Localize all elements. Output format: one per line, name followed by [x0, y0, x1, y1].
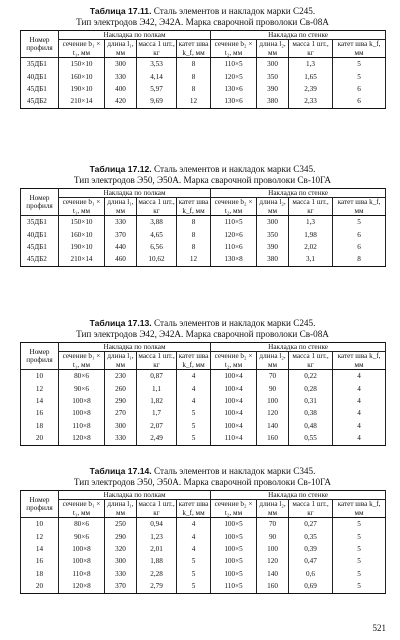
table-cell: 350 — [257, 229, 289, 241]
header-mass2: масса 1 шт., кг — [289, 352, 333, 370]
table-cell: 40ДБ1 — [21, 229, 59, 241]
table-cell: 0,94 — [137, 518, 177, 531]
table-row — [21, 229, 386, 241]
header-length2: длина l₂, мм — [257, 40, 289, 58]
table-title: Таблица 17.14. — [89, 466, 152, 476]
table-cell: 270 — [105, 407, 137, 419]
table-cell: 110×5 — [211, 216, 257, 229]
table-caption-line2: Тип электродов Э50, Э50А. Марка сварочной проволоки Св-10ГА — [73, 175, 332, 185]
table-cell: 120 — [257, 407, 289, 419]
table-cell: 100×8 — [59, 407, 105, 419]
header-section1: сечение b₁ × t₁, мм — [59, 40, 105, 58]
table-cell: 5 — [177, 568, 211, 580]
table-cell: 150×10 — [59, 216, 105, 229]
table-cell: 4 — [333, 370, 386, 383]
table-row — [21, 395, 386, 407]
table-cell: 6 — [333, 83, 386, 95]
table-cell: 120×5 — [211, 71, 257, 83]
table-cell: 90 — [257, 531, 289, 543]
table-cell: 3,1 — [289, 253, 333, 266]
header-length2: длина l₂, мм — [257, 352, 289, 370]
table-cell: 90×6 — [59, 531, 105, 543]
table-cell: 260 — [105, 383, 137, 395]
table-cell: 100×4 — [211, 420, 257, 432]
table-cell: 160×10 — [59, 71, 105, 83]
table-cell: 160 — [257, 580, 289, 593]
header-group-wall: Накладка по стенке — [211, 189, 386, 198]
table-cell: 190×10 — [59, 241, 105, 253]
table-cell: 5 — [333, 568, 386, 580]
table-cell: 0,47 — [289, 555, 333, 567]
table-cell: 4 — [177, 395, 211, 407]
header-mass2: масса 1 шт., кг — [289, 198, 333, 216]
table-cell: 12 — [21, 383, 59, 395]
table-cell: 5 — [177, 555, 211, 567]
header-group-wall: Накладка по стенке — [211, 31, 386, 40]
table-cell: 80×6 — [59, 370, 105, 383]
table-title: Таблица 17.11. — [89, 6, 152, 16]
header-group-wall: Накладка по стенке — [211, 491, 386, 500]
table-cell: 0,6 — [289, 568, 333, 580]
table-cell: 120×8 — [59, 432, 105, 445]
table-cell: 100×5 — [211, 568, 257, 580]
table-cell: 1,98 — [289, 229, 333, 241]
table-cell: 3,88 — [137, 216, 177, 229]
table-row — [21, 383, 386, 395]
table-row — [21, 216, 386, 229]
table-cell: 350 — [257, 71, 289, 83]
table-cell: 1,88 — [137, 555, 177, 567]
header-length1: длина l₁, мм — [105, 352, 137, 370]
table-caption-line2: Тип электродов Э42, Э42А. Марка сварочной проволоки Св-08А — [76, 17, 329, 27]
table-cell: 70 — [257, 370, 289, 383]
table-cell: 380 — [257, 253, 289, 266]
table-cell: 300 — [257, 58, 289, 71]
header-section1: сечение b₁ × t₁, мм — [59, 198, 105, 216]
table-cell: 45ДБ2 — [21, 95, 59, 108]
table-cell: 18 — [21, 568, 59, 580]
header-section2: сечение b₂ × t₂, мм — [211, 198, 257, 216]
table-cell: 110×8 — [59, 568, 105, 580]
table-cell: 20 — [21, 432, 59, 445]
table-caption-line1: Сталь элементов и накладок марки С345. — [154, 466, 316, 476]
header-group-shelf: Накладка по полкам — [59, 343, 211, 352]
table-cell: 230 — [105, 370, 137, 383]
table-cell: 330 — [105, 216, 137, 229]
table-block-17-14 — [20, 466, 385, 594]
table-row — [21, 432, 386, 445]
table-cell: 4 — [177, 518, 211, 531]
table-cell: 4 — [333, 383, 386, 395]
table-cell: 10 — [21, 518, 59, 531]
table-cell: 6 — [333, 95, 386, 108]
header-profile: Номер профиля — [21, 31, 59, 58]
table-cell: 100×4 — [211, 395, 257, 407]
table-caption — [20, 466, 385, 488]
header-section1: сечение b₁ × t₁, мм — [59, 500, 105, 518]
table-block-17-13 — [20, 318, 385, 446]
table-caption-line1: Сталь элементов и накладок марки С245. — [154, 318, 316, 328]
table-cell: 10 — [21, 370, 59, 383]
table-cell: 120×8 — [59, 580, 105, 593]
table-row — [21, 83, 386, 95]
header-mass2: масса 1 шт., кг — [289, 500, 333, 518]
table-cell: 12 — [21, 531, 59, 543]
table-cell: 100×5 — [211, 543, 257, 555]
table-cell: 110×6 — [211, 241, 257, 253]
table-row — [21, 71, 386, 83]
header-weld2: катет шва k_f, мм — [333, 198, 386, 216]
table-cell: 130×6 — [211, 83, 257, 95]
table-cell: 290 — [105, 531, 137, 543]
table-row — [21, 58, 386, 71]
table-title: Таблица 17.12. — [89, 164, 152, 174]
table-cell: 4 — [333, 420, 386, 432]
table-cell: 2,79 — [137, 580, 177, 593]
table-cell: 460 — [105, 253, 137, 266]
table-cell: 5 — [333, 531, 386, 543]
table-cell: 330 — [105, 432, 137, 445]
table-cell: 4 — [333, 407, 386, 419]
table-row — [21, 555, 386, 567]
table-cell: 210×14 — [59, 95, 105, 108]
table-cell: 5 — [333, 543, 386, 555]
table-cell: 5 — [333, 555, 386, 567]
table-cell: 120×6 — [211, 229, 257, 241]
table-cell: 100×4 — [211, 370, 257, 383]
table-cell: 1,1 — [137, 383, 177, 395]
header-mass2: масса 1 шт., кг — [289, 40, 333, 58]
table-cell: 0,38 — [289, 407, 333, 419]
table-caption-line2: Тип электродов Э50, Э50А. Марка сварочной проволоки Св-10ГА — [73, 477, 332, 487]
table-cell: 100 — [257, 395, 289, 407]
table-cell: 300 — [257, 216, 289, 229]
table-cell: 0,22 — [289, 370, 333, 383]
table-row — [21, 420, 386, 432]
header-group-shelf: Накладка по полкам — [59, 491, 211, 500]
table-cell: 2,49 — [137, 432, 177, 445]
table-cell: 370 — [105, 580, 137, 593]
header-weld2: катет шва k_f, мм — [333, 40, 386, 58]
table-cell: 110×4 — [211, 432, 257, 445]
table-cell: 160×10 — [59, 229, 105, 241]
table-cell: 5 — [333, 580, 386, 593]
table-cell: 140 — [257, 420, 289, 432]
data-table — [20, 30, 386, 109]
table-cell: 320 — [105, 543, 137, 555]
header-mass1: масса 1 шт., кг — [138, 198, 175, 215]
table-cell: 16 — [21, 407, 59, 419]
header-section1: сечение b₁ × t₁, мм — [59, 352, 105, 370]
table-cell: 4 — [177, 543, 211, 555]
table-cell: 40ДБ1 — [21, 71, 59, 83]
table-cell: 370 — [105, 229, 137, 241]
header-length1: длина l₁, мм — [105, 500, 137, 518]
header-profile: Номер профиля — [21, 189, 59, 216]
table-caption — [20, 318, 385, 340]
table-caption-line1: Сталь элементов и накладок марки С345. — [154, 164, 316, 174]
header-mass1: масса 1 шт., кг — [138, 352, 175, 369]
table-cell: 0,35 — [289, 531, 333, 543]
table-cell: 70 — [257, 518, 289, 531]
header-section2: сечение b₂ × t₂, мм — [211, 352, 257, 370]
table-cell: 400 — [105, 83, 137, 95]
table-cell: 2,28 — [137, 568, 177, 580]
table-cell: 6,56 — [137, 241, 177, 253]
table-cell: 35ДБ1 — [21, 58, 59, 71]
table-cell: 6 — [333, 229, 386, 241]
table-cell: 0,39 — [289, 543, 333, 555]
data-table — [20, 188, 386, 267]
header-length2: длина l₂, мм — [257, 198, 289, 216]
table-row — [21, 568, 386, 580]
table-cell: 5,97 — [137, 83, 177, 95]
table-cell: 4 — [177, 370, 211, 383]
table-cell: 2,39 — [289, 83, 333, 95]
table-cell: 4,14 — [137, 71, 177, 83]
page-number: 521 — [372, 623, 386, 633]
table-cell: 390 — [257, 83, 289, 95]
table-cell: 1,65 — [289, 71, 333, 83]
table-cell: 300 — [105, 555, 137, 567]
header-weld2: катет шва k_f, мм — [333, 500, 386, 518]
table-cell: 8 — [177, 58, 211, 71]
table-cell: 4 — [177, 383, 211, 395]
table-cell: 2,01 — [137, 543, 177, 555]
header-weld1: катет шва k_f, мм — [177, 352, 211, 370]
table-cell: 2,07 — [137, 420, 177, 432]
table-cell: 330 — [105, 568, 137, 580]
header-weld1: катет шва k_f, мм — [177, 500, 211, 518]
table-cell: 0,28 — [289, 383, 333, 395]
table-row — [21, 407, 386, 419]
table-caption-line1: Сталь элементов и накладок марки С245. — [153, 6, 316, 16]
table-cell: 1,3 — [289, 58, 333, 71]
table-cell: 1,82 — [137, 395, 177, 407]
table-caption — [20, 6, 385, 28]
data-table — [20, 490, 386, 594]
table-cell: 10,62 — [137, 253, 177, 266]
table-cell: 2,02 — [289, 241, 333, 253]
table-cell: 5 — [333, 71, 386, 83]
data-table — [20, 342, 386, 446]
table-cell: 250 — [105, 518, 137, 531]
header-weld1: катет шва k_f, мм — [177, 198, 211, 216]
table-row — [21, 370, 386, 383]
table-cell: 120 — [257, 555, 289, 567]
table-cell: 5 — [177, 407, 211, 419]
table-cell: 90×6 — [59, 383, 105, 395]
table-cell: 300 — [105, 58, 137, 71]
table-cell: 4,65 — [137, 229, 177, 241]
table-cell: 6 — [333, 241, 386, 253]
table-cell: 380 — [257, 95, 289, 108]
table-cell: 100×8 — [59, 543, 105, 555]
table-cell: 0,48 — [289, 420, 333, 432]
table-cell: 4 — [177, 531, 211, 543]
table-cell: 440 — [105, 241, 137, 253]
table-cell: 390 — [257, 241, 289, 253]
table-cell: 0,87 — [137, 370, 177, 383]
table-cell: 4 — [333, 395, 386, 407]
table-cell: 290 — [105, 395, 137, 407]
table-cell: 100×4 — [211, 407, 257, 419]
table-cell: 8 — [177, 241, 211, 253]
table-cell: 150×10 — [59, 58, 105, 71]
table-cell: 5 — [177, 420, 211, 432]
table-cell: 90 — [257, 383, 289, 395]
table-cell: 5 — [333, 518, 386, 531]
header-group-shelf: Накладка по полкам — [59, 31, 211, 40]
table-cell: 35ДБ1 — [21, 216, 59, 229]
table-cell: 0,31 — [289, 395, 333, 407]
table-cell: 5 — [333, 216, 386, 229]
header-group-shelf: Накладка по полкам — [59, 189, 211, 198]
table-cell: 330 — [105, 71, 137, 83]
table-cell: 100×5 — [211, 555, 257, 567]
header-section2: сечение b₂ × t₂, мм — [211, 500, 257, 518]
table-title: Таблица 17.13. — [89, 318, 152, 328]
table-cell: 45ДБ1 — [21, 241, 59, 253]
table-cell: 130×8 — [211, 253, 257, 266]
table-row — [21, 580, 386, 593]
table-row — [21, 543, 386, 555]
table-row — [21, 253, 386, 266]
table-cell: 8 — [177, 229, 211, 241]
table-block-17-11 — [20, 6, 385, 109]
table-cell: 100×4 — [211, 383, 257, 395]
header-length1: длина l₁, мм — [105, 40, 137, 58]
table-cell: 420 — [105, 95, 137, 108]
table-cell: 80×6 — [59, 518, 105, 531]
header-group-wall: Накладка по стенке — [211, 343, 386, 352]
header-weld2: катет шва k_f, мм — [333, 352, 386, 370]
table-cell: 110×8 — [59, 420, 105, 432]
table-cell: 210×14 — [59, 253, 105, 266]
table-cell: 110×5 — [211, 58, 257, 71]
table-cell: 5 — [177, 432, 211, 445]
table-cell: 14 — [21, 395, 59, 407]
table-cell: 1,3 — [289, 216, 333, 229]
table-cell: 3,53 — [137, 58, 177, 71]
table-cell: 4 — [333, 432, 386, 445]
table-cell: 2,33 — [289, 95, 333, 108]
table-cell: 100×8 — [59, 555, 105, 567]
table-cell: 100×8 — [59, 395, 105, 407]
table-cell: 16 — [21, 555, 59, 567]
table-cell: 190×10 — [59, 83, 105, 95]
table-row — [21, 95, 386, 108]
table-cell: 12 — [177, 253, 211, 266]
table-cell: 100 — [257, 543, 289, 555]
table-cell: 45ДБ1 — [21, 83, 59, 95]
header-section2: сечение b₂ × t₂, мм — [211, 40, 257, 58]
table-cell: 5 — [333, 58, 386, 71]
table-cell: 8 — [177, 71, 211, 83]
table-cell: 0,27 — [289, 518, 333, 531]
table-cell: 9,69 — [137, 95, 177, 108]
header-weld1: катет шва k_f, мм — [177, 40, 211, 58]
table-cell: 5 — [177, 580, 211, 593]
table-caption — [20, 164, 385, 186]
header-profile: Номер профиля — [21, 343, 59, 370]
table-cell: 20 — [21, 580, 59, 593]
table-cell: 8 — [333, 253, 386, 266]
table-cell: 100×5 — [211, 531, 257, 543]
table-cell: 45ДБ2 — [21, 253, 59, 266]
table-cell: 160 — [257, 432, 289, 445]
header-profile: Номер профиля — [21, 491, 59, 518]
table-cell: 110×5 — [211, 580, 257, 593]
table-cell: 14 — [21, 543, 59, 555]
header-mass1: масса 1 шт., кг — [138, 500, 175, 517]
table-caption-line2: Тип электродов Э42, Э42А. Марка сварочной проволоки Св-08А — [76, 329, 329, 339]
table-row — [21, 518, 386, 531]
table-cell: 300 — [105, 420, 137, 432]
table-cell: 130×6 — [211, 95, 257, 108]
table-cell: 100×5 — [211, 518, 257, 531]
table-cell: 18 — [21, 420, 59, 432]
header-length2: длина l₂, мм — [257, 500, 289, 518]
table-cell: 0,55 — [289, 432, 333, 445]
table-cell: 1,23 — [137, 531, 177, 543]
table-block-17-12 — [20, 164, 385, 267]
table-row — [21, 531, 386, 543]
table-cell: 140 — [257, 568, 289, 580]
table-cell: 1,7 — [137, 407, 177, 419]
table-cell: 0,69 — [289, 580, 333, 593]
table-cell: 8 — [177, 216, 211, 229]
table-row — [21, 241, 386, 253]
header-length1: длина l₁, мм — [105, 198, 137, 216]
header-mass1: масса 1 шт., кг — [138, 40, 175, 57]
table-cell: 12 — [177, 95, 211, 108]
table-cell: 8 — [177, 83, 211, 95]
